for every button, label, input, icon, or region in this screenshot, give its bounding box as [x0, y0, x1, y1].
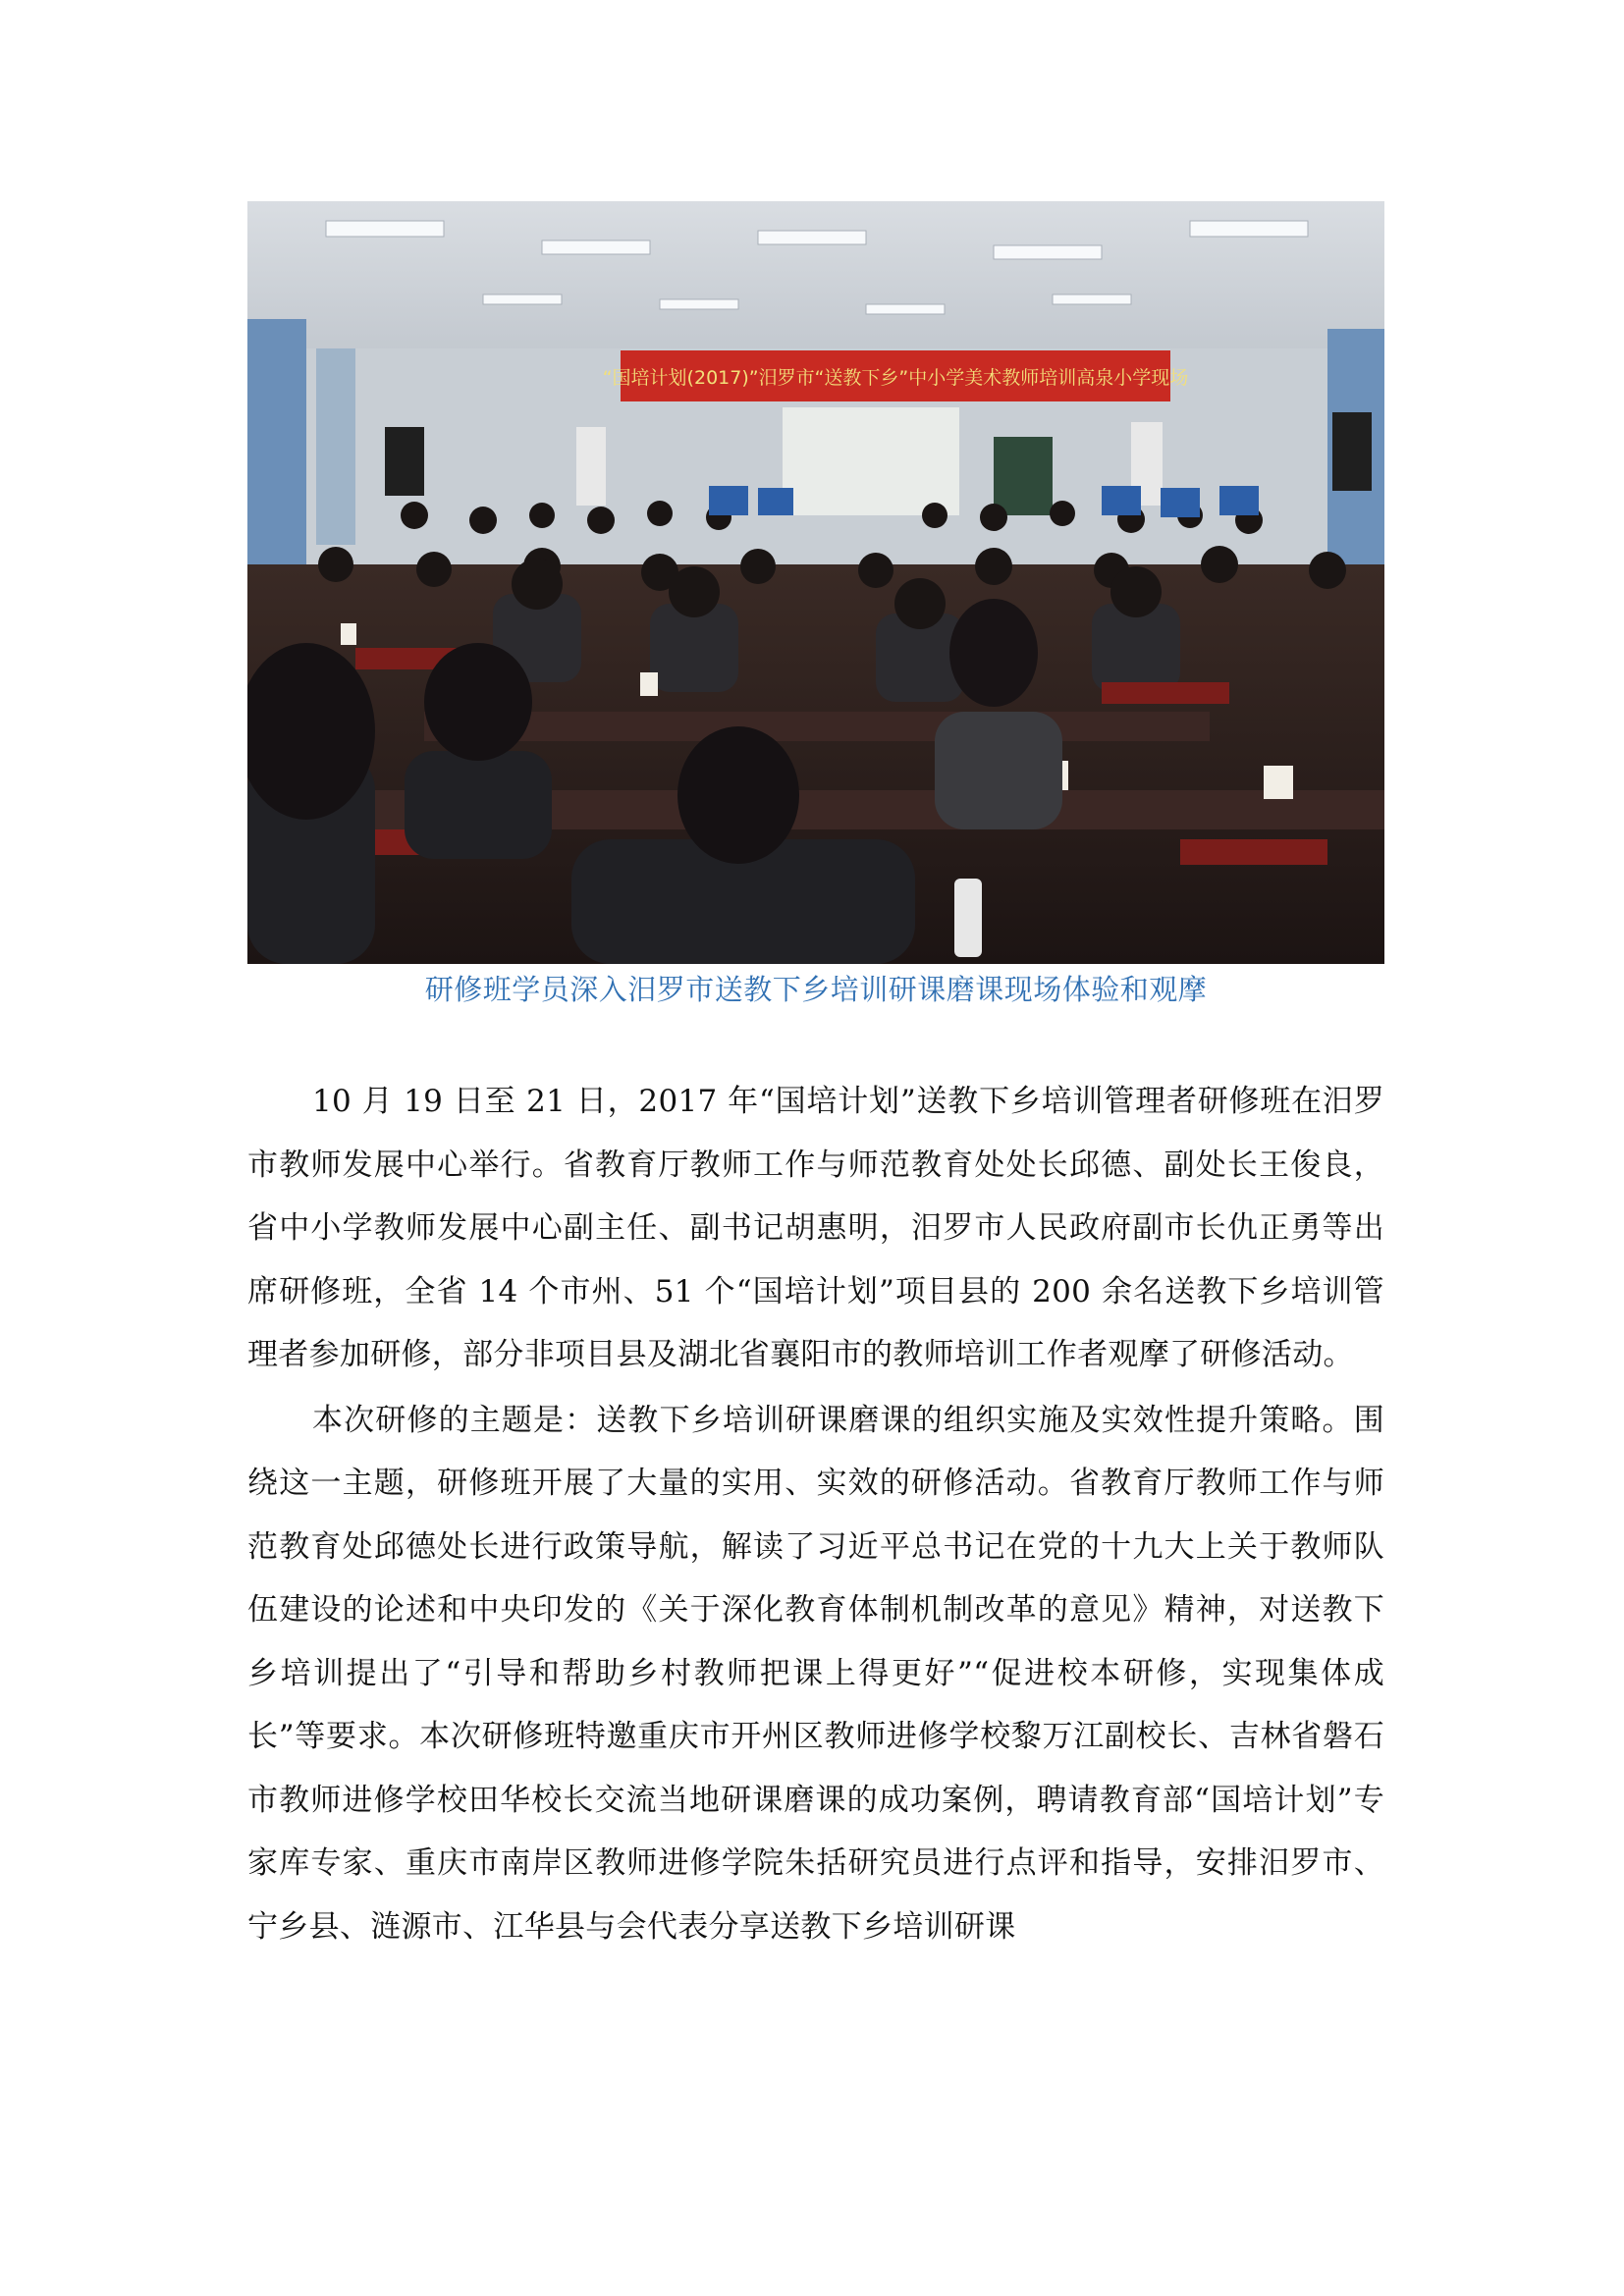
training-session-photo — [247, 201, 1384, 964]
banner-text: “国培计划(2017)”汨罗市“送教下乡”中小学美术教师培训高泉小学现场 — [602, 367, 1189, 389]
photo-caption: 研修班学员深入汨罗市送教下乡培训研课磨课现场体验和观摩 — [424, 973, 1208, 1006]
paragraph-2: 本次研修的主题是：送教下乡培训研课磨课的组织实施及实效性提升策略。围绕这一主题，研修班开展了大量的实用、实效的研修活动。省教育厅教师工作与师范教育处邱德处长进行政策导航，解读了习近平总书记在党的十九大上关于教师队伍建设的论述和中央印发的《关于深化教育体制机制改革的意见》精神，对送教下乡培训提出了“引导和帮助乡村教师把课上得更好”“促进校本研修，实现集体成长”等要求。本次研修班特邀重庆市开州区教师进修学校黎万江副校长、吉林省磐石市教师进修学校田华校长交流当地研课磨课的成功案例，聘请教育部“国培计划”专家库专家、重庆市南岸区教师进修学院朱括研究员进行点评和指导，安排汨罗市、宁乡县、涟源市、江华县与会代表分享送教下乡培训研课 — [247, 1402, 1384, 1945]
article-body — [247, 1070, 1384, 1960]
paragraph-1: 10 月 19 日至 21 日，2017 年“国培计划”送教下乡培训管理者研修班在汨罗市教师发展中心举行。省教育厅教师工作与师范教育处处长邱德、副处长王俊良，省中小学教师发展中心副主任、副书记胡惠明，汨罗市人民政府副市长仇正勇等出席研修班，全省 14 个市州、51 个“国培计划”项目县的 200 余名送教下乡培训管理者参加研修，部分非项目县及湖北省襄阳市的教师培训工作者观摩了研修活动。 — [247, 1084, 1384, 1372]
